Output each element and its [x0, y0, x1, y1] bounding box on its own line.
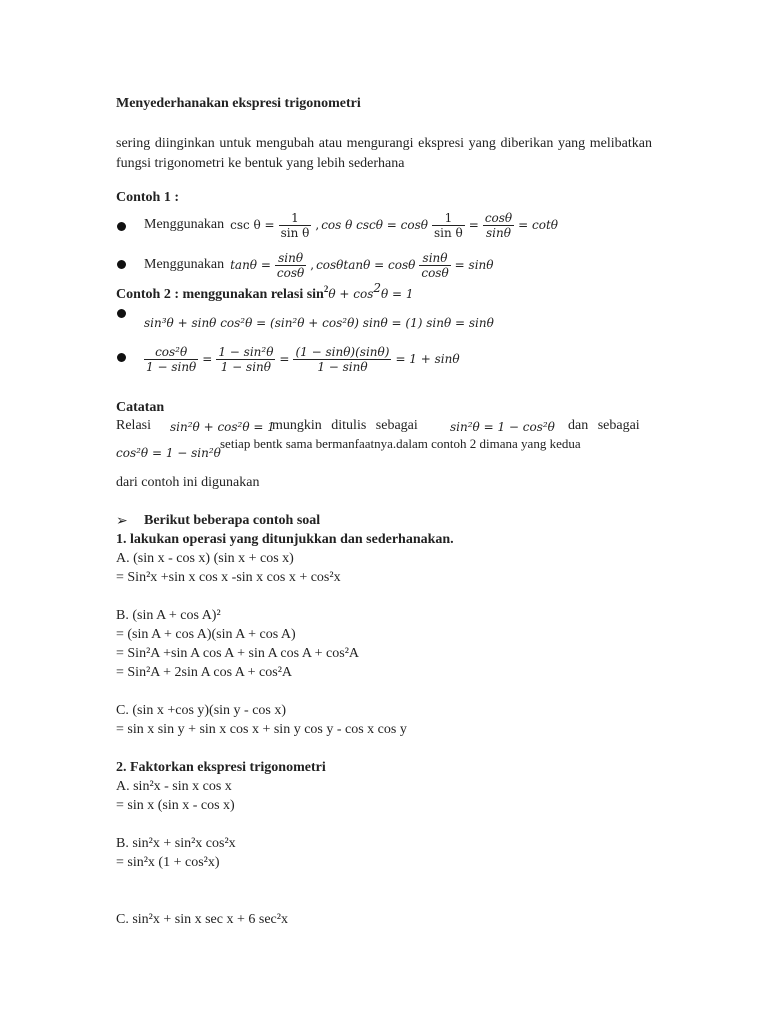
catatan-rel-math: sin²θ + cos²θ = 1 [170, 420, 275, 434]
soal-f-a1: A. sin²x - sin x cos x [116, 779, 232, 794]
contoh2-heading-sup: 2 [323, 284, 329, 294]
contoh1-item2 [144, 248, 494, 282]
line2-eq2: = [279, 352, 290, 366]
contoh1-heading: Contoh 1 : [116, 190, 180, 205]
soal-a-line1: A. (sin x - cos x) (sin x + cos x) [116, 551, 294, 566]
line2-end: = 1 + sinθ [395, 352, 460, 366]
contoh2-heading-math-sup: 2 [373, 281, 381, 295]
soal-a-line2: = Sin²x +sin x cos x -sin x cos x + cos²x [116, 570, 341, 585]
item1-comma: , [315, 218, 320, 232]
soal-b-line1: B. (sin A + cos A)² [116, 608, 221, 623]
contoh2-line2 [142, 342, 460, 376]
contoh2-heading-text: Contoh 2 : menggunakan relasi sin [116, 287, 324, 302]
item2-end: = sinθ [454, 258, 494, 272]
soal-b-line2: = (sin A + cos A)(sin A + cos A) [116, 627, 296, 642]
item1-prefix: Menggunakan [144, 217, 225, 232]
line2-n3: (1 − sinθ)(sinθ) [295, 344, 390, 359]
catatan-text3: setiap bentk sama bermanfaatnya.dalam contoh 2 dimana yang kedua [220, 436, 581, 451]
item2-num: sinθ [275, 251, 306, 266]
soal-f-b2: = sin²x (1 + cos²x) [116, 855, 220, 870]
page-title: Menyederhanakan ekspresi trigonometri [116, 96, 361, 111]
bullet-icon [117, 222, 126, 231]
item1-num2: 1 [432, 211, 465, 226]
line2-n1: cos²θ [144, 345, 198, 360]
item1-den2: sin θ [434, 225, 463, 240]
item1-num: 1 [279, 211, 312, 226]
soal-c-line1: C. (sin x +cos y)(sin y - cos x) [116, 703, 287, 718]
contoh2-heading [116, 281, 414, 303]
bullet-icon [117, 309, 126, 318]
catatan-rel-math3: cos²θ = 1 − sin²θ [116, 446, 221, 460]
bullet-icon [117, 353, 126, 362]
item2-lhs: tanθ = [230, 258, 271, 272]
line2-n2: 1 − sin²θ [218, 344, 274, 359]
item1-end: = cotθ [518, 218, 559, 232]
contoh1-item1 [144, 208, 558, 242]
contoh2-heading-math-end: θ = 1 [381, 287, 414, 301]
item1-lhs: csc θ = [230, 218, 275, 232]
bullet-icon [117, 260, 126, 269]
item1-den: sin θ [280, 225, 310, 240]
item2-den: cosθ [276, 265, 305, 280]
soal-heading: Berikut beberapa contoh soal [144, 513, 321, 528]
line2-d1: 1 − sinθ [146, 359, 197, 374]
soal-f-b1: B. sin²x + sin²x cos²x [116, 836, 236, 851]
item2-mid: cosθtanθ = cosθ [316, 258, 416, 272]
item1-den3: sinθ [486, 225, 511, 240]
catatan-text1: mungkin ditulis sebagai [272, 418, 418, 433]
catatan-heading: Catatan [116, 400, 165, 415]
soal-b-line3: = Sin²A +sin A cos A + sin A cos A + cos²A [116, 646, 360, 661]
contoh2-heading-math: θ + cos [328, 287, 374, 301]
catatan-text2: dan sebagai [568, 418, 640, 433]
item2-den2: cosθ [421, 265, 449, 280]
intro-paragraph: sering diinginkan untuk mengubah atau mengurangi ekspresi yang diberikan yang melibatkan fungsi trigonometri ke bentuk yang lebih sederhana [116, 136, 652, 171]
arrow-bullet-icon: ➢ [116, 514, 128, 529]
item1-eq: = [468, 218, 479, 232]
soal-c-line2: = sin x sin y + sin x cos x + sin y cos y - cos x cos y [116, 722, 407, 737]
line2-d2: 1 − sinθ [220, 359, 272, 374]
item2-comma: , [310, 258, 315, 272]
line2-eq1: = [202, 352, 213, 366]
contoh2-line1: sin³θ + sinθ cos²θ = (sin²θ + cos²θ) sinθ = (1) sinθ = sinθ [144, 316, 494, 330]
soal-b-line4: = Sin²A + 2sin A cos A + cos²A [116, 665, 292, 680]
soal-q2: 2. Faktorkan ekspresi trigonometri [116, 760, 326, 775]
catatan-text4: dari contoh ini digunakan [116, 475, 260, 490]
soal-f-a2: = sin x (sin x - cos x) [116, 798, 235, 813]
item2-num2: sinθ [419, 251, 450, 266]
catatan-rel-math2: sin²θ = 1 − cos²θ [450, 420, 555, 434]
item1-mid: cos θ cscθ = cosθ [321, 218, 428, 232]
catatan-relasi: Relasi [116, 418, 151, 433]
item2-prefix: Menggunakan [144, 257, 225, 272]
soal-q1: 1. lakukan operasi yang ditunjukkan dan sederhanakan. [116, 532, 454, 547]
soal-f-c1: C. sin²x + sin x sec x + 6 sec²x [116, 912, 288, 927]
item1-num3: cosθ [484, 210, 513, 225]
line2-d3: 1 − sinθ [317, 359, 368, 374]
